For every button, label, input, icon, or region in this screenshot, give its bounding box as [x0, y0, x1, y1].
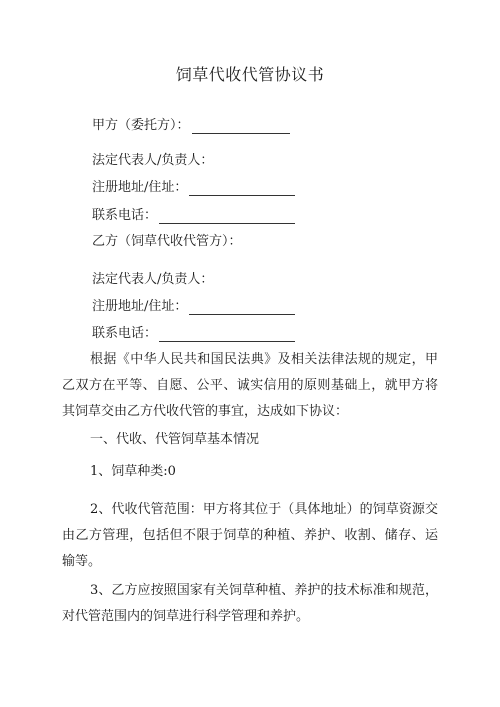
- party-b-address-blank: [189, 302, 295, 315]
- party-b-label: 乙方（饲草代收代管方）：: [92, 234, 242, 249]
- section-1-heading: 一、代收、代管饲草基本情况: [90, 432, 260, 447]
- party-a-phone-blank: [159, 211, 295, 224]
- party-b-phone-blank: [159, 329, 295, 342]
- party-b-address-line: [92, 299, 295, 315]
- party-a-address-label: 注册地址/住址：: [92, 180, 188, 195]
- party-b-rep-line: [92, 272, 213, 288]
- party-a-phone-line: [92, 208, 295, 224]
- party-a-address-line: [92, 180, 295, 196]
- party-a-phone-label: 联系电话：: [92, 208, 158, 223]
- party-a-rep-label: 法定代表人/负责人：: [92, 153, 214, 168]
- document-title: 饲草代收代管协议书: [175, 65, 325, 84]
- item-1: 1、饲草种类:0: [90, 464, 176, 479]
- party-a-address-blank: [189, 183, 295, 196]
- item-3: 3、乙方应按照国家有关饲草种植、养护的技术标准和规范，对代管范围内的饲草进行科学管理和养护。: [62, 583, 438, 624]
- item-2: 2、代收代管范围：甲方将其位于（具体地址）的饲草资源交由乙方管理，包括但不限于饲草的种植、养护、收割、储存、运输等。: [62, 502, 438, 569]
- party-b-phone-label: 联系电话：: [92, 326, 158, 341]
- party-b-rep-label: 法定代表人/负责人：: [92, 272, 214, 287]
- party-a-rep-line: [92, 153, 213, 169]
- party-b-address-label: 注册地址/住址：: [92, 299, 188, 314]
- party-b-line: [92, 234, 242, 250]
- preamble-paragraph: 根据《中华人民共和国民法典》及相关法律法规的规定，甲乙双方在平等、自愿、公平、诚实信用的原则基础上，就甲方将其饲草交由乙方代收代管的事宜，达成如下协议：: [62, 352, 438, 419]
- party-a-line: [92, 118, 290, 134]
- party-a-label: 甲方（委托方）：: [92, 118, 190, 133]
- party-b-phone-line: [92, 326, 295, 342]
- party-a-blank: [192, 121, 290, 134]
